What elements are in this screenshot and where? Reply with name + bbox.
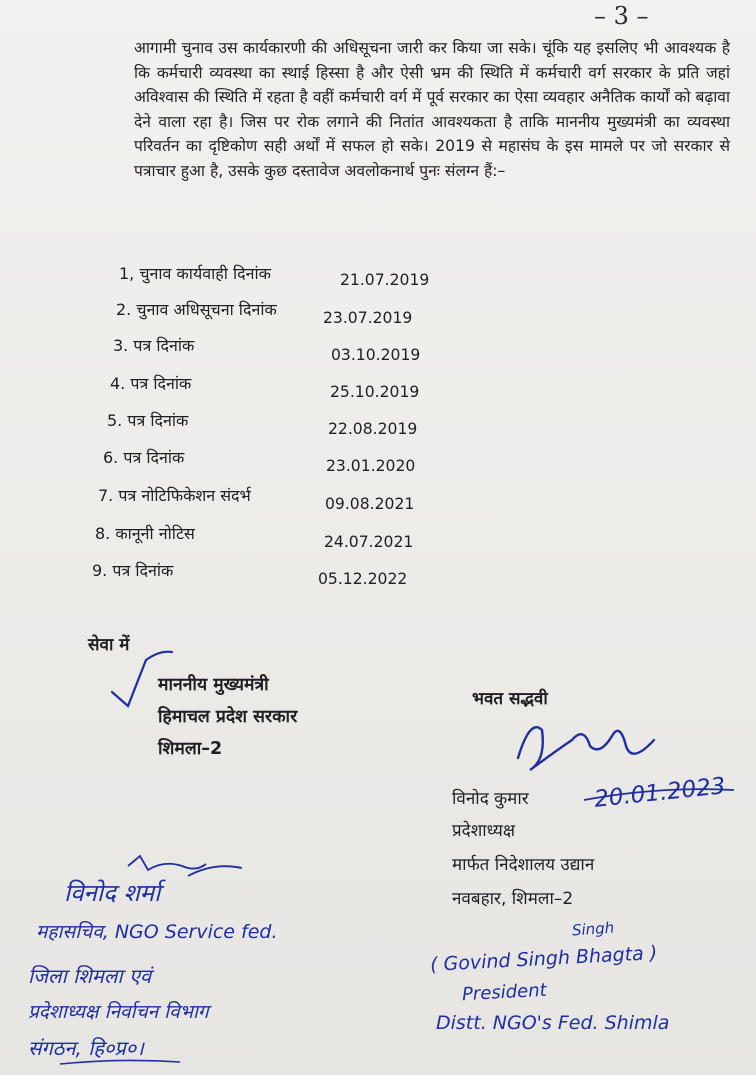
handwritten-line: जिला शिमला एवं: [28, 964, 152, 988]
list-item-date: 23.07.2019: [323, 309, 413, 327]
list-item-date: 05.12.2022: [318, 570, 408, 588]
recipient-line: शिमला–2: [158, 739, 223, 759]
list-item-date: 24.07.2021: [324, 533, 414, 551]
handwritten-line: Distt. NGO's Fed. Shimla: [436, 1012, 670, 1034]
handwritten-line: Singh: [571, 918, 615, 940]
sender-line: मार्फत निदेशालय उद्यान: [452, 855, 595, 875]
handwritten-line: महासचिव, NGO Service fed.: [36, 921, 278, 943]
list-item-label: 6. पत्र दिनांक: [103, 448, 185, 467]
handwritten-line: विनोद शर्मा: [64, 879, 161, 907]
list-item-date: 22.08.2019: [328, 420, 418, 438]
list-item-label: 7. पत्र नोटिफिकेशन संदर्भ: [98, 486, 251, 505]
sender-line: नवबहार, शिमला–2: [452, 889, 574, 909]
handwritten-line: संगठन, हि०प्र०।: [28, 1036, 144, 1060]
list-item-label: 3. पत्र दिनांक: [113, 336, 195, 355]
handwritten-date: 20.01.2023: [593, 773, 727, 813]
recipient-line: माननीय मुख्यमंत्री: [158, 675, 269, 695]
list-item-label: 8. कानूनी नोटिस: [95, 524, 195, 543]
sender-line: प्रदेशाध्यक्ष: [452, 821, 516, 841]
check-mark-icon: [112, 652, 172, 706]
handwritten-line: प्रदेशाध्यक्ष निर्वाचन विभाग: [28, 1001, 209, 1023]
list-item-label: 5. पत्र दिनांक: [107, 411, 189, 430]
initials-icon: [128, 856, 206, 870]
list-item-date: 09.08.2021: [325, 495, 415, 513]
list-item-label: 1, चुनाव कार्यवाही दिनांक: [119, 264, 271, 283]
list-item-label: 2. चुनाव अधिसूचना दिनांक: [116, 300, 277, 319]
body-text: आगामी चुनाव उस कार्यकारणी की अधिसूचना जारी कर किया जा सके। चूंकि यह इसलिए भी आवश्यक है कि कर्मचारी व्यवस्था का स्थाई हिस्सा है और ऐसी भ्रम की स्थिति में कर्मचारी वर्ग सरकार के प्रति जहां अविश्वास की स्थिति में रहता है वहीं कर्मचारी वर्ग में पूर्व सरकार का ऐसा व्यवहार अनैतिक कार्यों को बढ़ावा देने वाला रहा है। जिस पर रोक लगाने की नितांत आवश्यकता है ताकि माननीय मुख्यमंत्री का व्यवस्था परिवर्तन का दृष्टिकोण सही अर्थों में सफल हो सके। 2019 से महासंघ के इस मामले पर जो सरकार से पत्राचार हुआ है, उसके कुछ दस्तावेज अवलोकनार्थ पुनः संलग्न हैं:–: [134, 39, 730, 180]
list-item-date: 23.01.2020: [326, 457, 416, 475]
list-item-label: 9. पत्र दिनांक: [92, 561, 174, 580]
signature-icon: [518, 727, 654, 770]
handwritten-line: President: [461, 979, 548, 1006]
handwritten-line: ( Govind Singh Bhagta ): [429, 942, 658, 976]
closing: भवत सद्भवी: [472, 689, 548, 709]
list-item-label: 4. पत्र दिनांक: [110, 374, 192, 393]
list-item-date: 25.10.2019: [330, 383, 420, 401]
list-item-date: 03.10.2019: [331, 346, 421, 364]
salutation: सेवा में: [88, 635, 130, 655]
recipient-line: हिमाचल प्रदेश सरकार: [158, 707, 298, 727]
page-number: – 3 –: [594, 2, 649, 30]
list-item-date: 21.07.2019: [340, 271, 430, 289]
sender-line: विनोद कुमार: [452, 789, 529, 809]
